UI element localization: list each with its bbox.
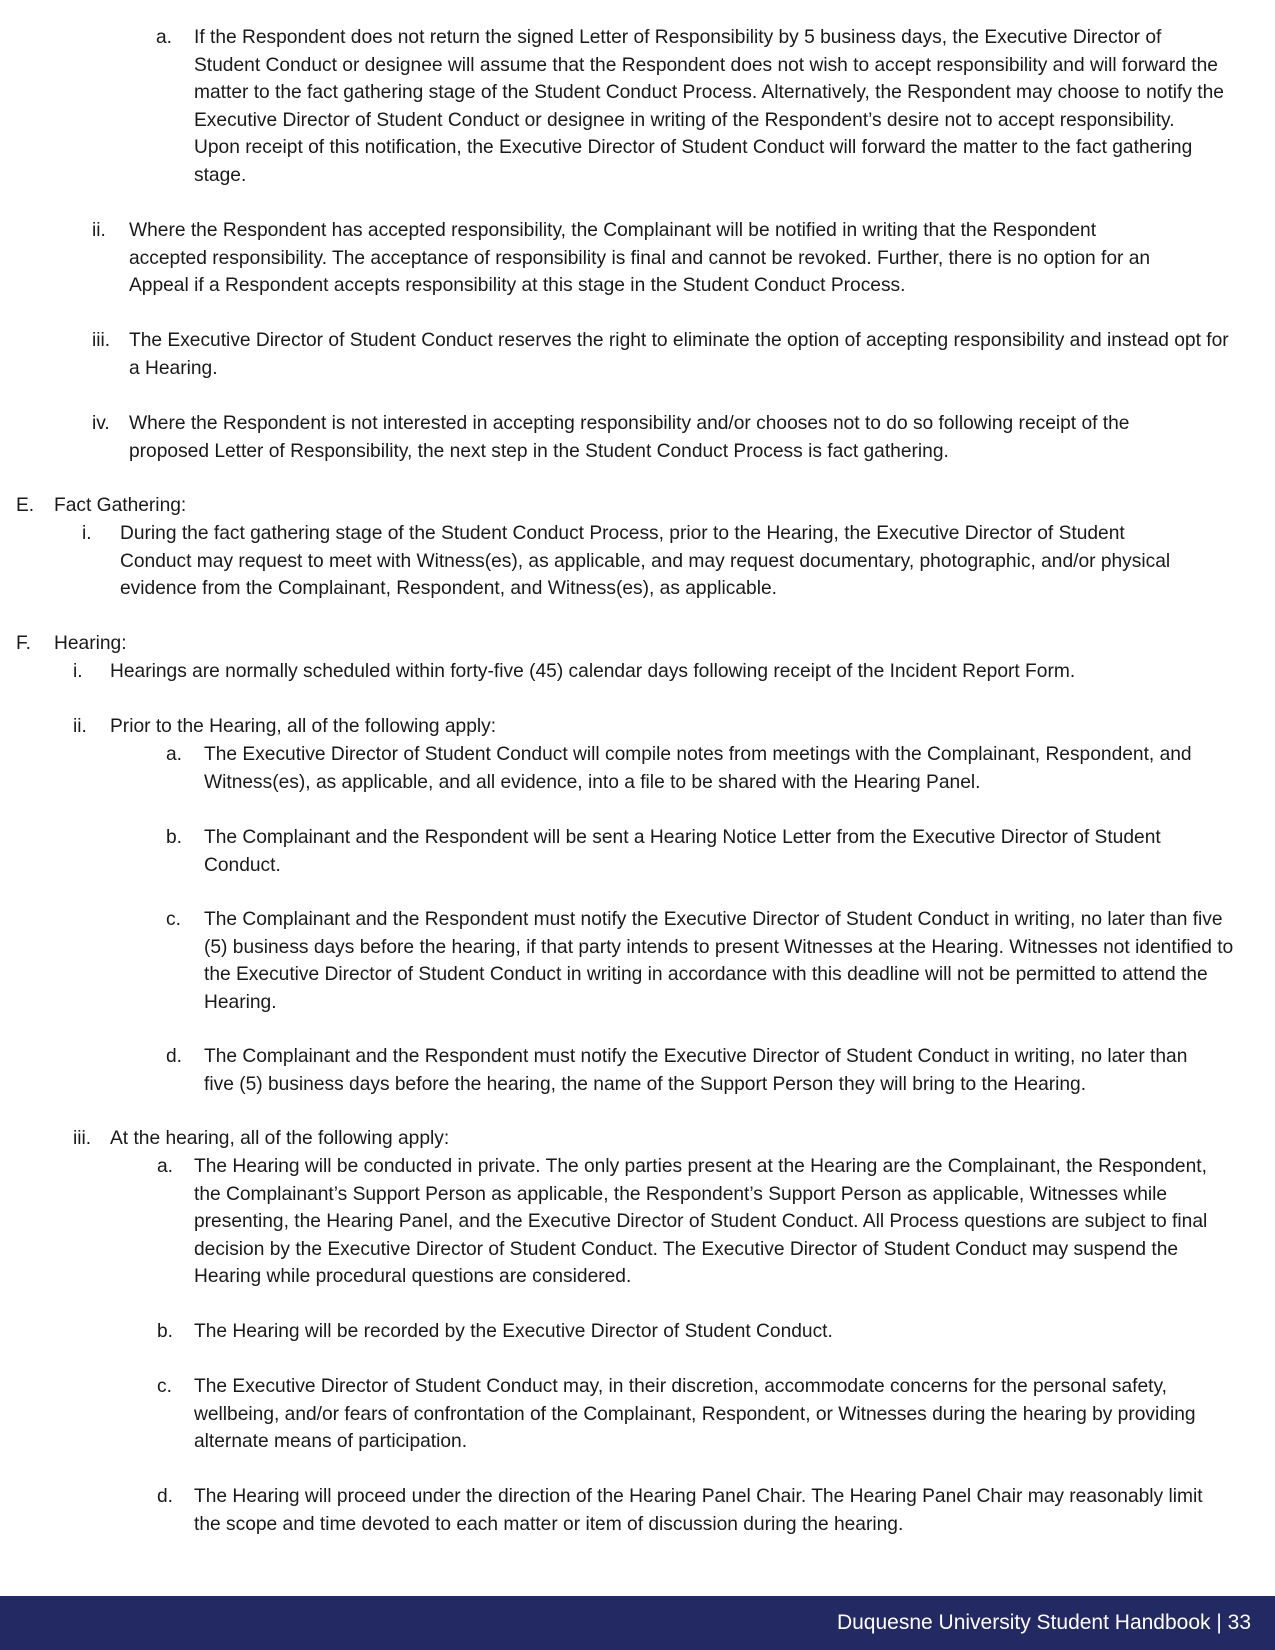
- page-footer: [0, 1596, 1275, 1650]
- paragraph-text: During the fact gathering stage of the Student Conduct Process, prior to the Hearing, the Executive Director of Student Conduct may request to meet with Witness(es), as applicable, and may request documentary, photographic, and/or physical evidence from the Complainant, Respondent, and Witness(es), as applicable.: [120, 523, 1171, 599]
- paragraph-text: If the Respondent does not return the signed Letter of Responsibility by 5 business days, the Executive Director of Student Conduct or designee will assume that the Respondent does not wish to accept responsibility and will forward the matter to the fact gathering stage of the Student Conduct Process. Alternatively, the Respondent may choose to notify the Executive Director of Student Conduct or designee in writing of the Respondent’s desire not to accept responsibility. Upon receipt of this notification, the Executive Director of Student Conduct will forward the matter to the fact gathering stage.: [194, 27, 1224, 186]
- list-marker: d.: [157, 1486, 174, 1507]
- paragraph-text: Prior to the Hearing, all of the following apply:: [110, 716, 497, 737]
- paragraph-text: The Hearing will proceed under the direction of the Hearing Panel Chair. The Hearing Panel Chair may reasonably limit the scope and time devoted to each matter or item of discussion during the hearing.: [194, 1486, 1203, 1535]
- section-heading: Hearing:: [54, 633, 127, 654]
- list-marker: b.: [166, 827, 183, 848]
- list-marker: ii.: [92, 220, 106, 241]
- list-marker: iii.: [92, 330, 111, 351]
- paragraph-text: Hearings are normally scheduled within forty-five (45) calendar days following receipt of the Incident Report Form.: [110, 661, 1076, 682]
- footer-handbook-title: Duquesne University Student Handbook | 33: [836, 1611, 1251, 1634]
- section-marker: E.: [16, 495, 35, 516]
- paragraph-text: Where the Respondent is not interested in accepting responsibility and/or chooses not to do so following receipt of the proposed Letter of Responsibility, the next step in the Student Conduct Process is fact gathering.: [129, 413, 1130, 462]
- paragraph-text: The Hearing will be conducted in private. The only parties present at the Hearing are the Complainant, the Respondent, the Complainant’s Support Person as applicable, the Respondent’s Support Person as applicable, Witnesses while presenting, the Hearing Panel, and the Executive Director of Student Conduct. All Process questions are subject to final decision by the Executive Director of Student Conduct. The Executive Director of Student Conduct may suspend the Hearing while procedural questions are considered.: [194, 1156, 1208, 1287]
- list-marker: iv.: [92, 413, 110, 434]
- paragraph-text: The Complainant and the Respondent will be sent a Hearing Notice Letter from the Executive Director of Student Conduct.: [204, 827, 1161, 876]
- paragraph-text: The Executive Director of Student Conduct will compile notes from meetings with the Complainant, Respondent, and Witness(es), as applicable, and all evidence, into a file to be shared with the Hearing Panel.: [204, 744, 1192, 793]
- section-marker: F.: [16, 633, 31, 654]
- paragraph-text: Where the Respondent has accepted responsibility, the Complainant will be notified in writing that the Respondent accepted responsibility. The acceptance of responsibility is final and cannot be revoked. Further, there is no option for an Appeal if a Respondent accepts responsibility at this stage in the Student Conduct Process.: [129, 220, 1151, 296]
- list-marker: i.: [73, 661, 83, 682]
- list-marker: d.: [166, 1046, 183, 1067]
- list-marker: a.: [156, 27, 173, 48]
- list-marker: i.: [82, 523, 92, 544]
- list-marker: b.: [157, 1321, 174, 1342]
- paragraph-text: At the hearing, all of the following apply:: [110, 1128, 450, 1149]
- section-heading: Fact Gathering:: [54, 495, 187, 516]
- paragraph-text: The Hearing will be recorded by the Executive Director of Student Conduct.: [194, 1321, 833, 1342]
- list-marker: c.: [166, 909, 181, 930]
- list-marker: c.: [157, 1376, 172, 1397]
- list-marker: a.: [157, 1156, 174, 1177]
- paragraph-text: The Complainant and the Respondent must notify the Executive Director of Student Conduct in writing, no later than five (5) business days before the hearing, if that party intends to present Witnesses at the Hearing. Witnesses not identified to the Executive Director of Student Conduct in writing in accordance with this deadline will not be permitted to attend the Hearing.: [204, 909, 1234, 1013]
- paragraph-text: The Complainant and the Respondent must notify the Executive Director of Student Conduct in writing, no later than five (5) business days before the hearing, the name of the Support Person they will bring to the Hearing.: [204, 1046, 1188, 1095]
- paragraph-text: The Executive Director of Student Conduct may, in their discretion, accommodate concerns for the personal safety, wellbeing, and/or fears of confrontation of the Complainant, Respondent, or Witnesses during the hearing by providing alternate means of participation.: [194, 1376, 1196, 1452]
- list-marker: ii.: [73, 716, 87, 737]
- paragraph-text: The Executive Director of Student Conduct reserves the right to eliminate the option of accepting responsibility and instead opt for a Hearing.: [129, 330, 1229, 379]
- list-marker: a.: [166, 744, 183, 765]
- list-marker: iii.: [73, 1128, 92, 1149]
